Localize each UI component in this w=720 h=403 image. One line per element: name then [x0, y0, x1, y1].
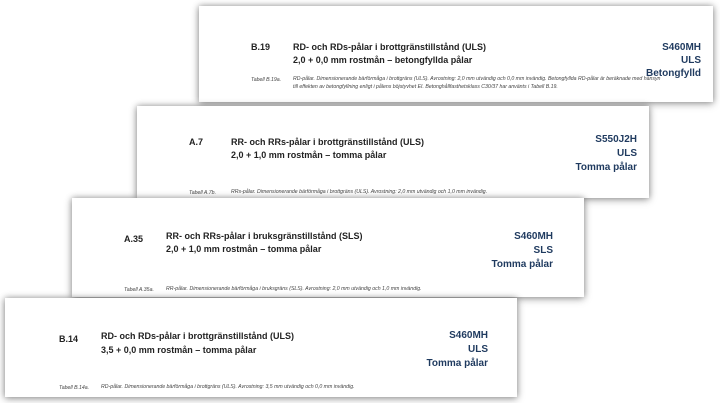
caption-text: RRs-pålar. Dimensionerande bärförmåga i brottgräns (ULS). Avrostning: 2,0 mm utvändig och 1,0 mm invändig.: [231, 189, 488, 195]
caption-id: Tabell A.7b.: [189, 190, 217, 196]
caption-id: Tabell B.14a.: [59, 385, 90, 391]
caption-text: RR-pålar. Dimensionerande bärförmåga i bruksgräns (SLS). Avrostning: 2,0 mm utvändig och 1,0 mm invändig.: [166, 286, 422, 292]
table-card-a35: [72, 198, 584, 297]
table-title: RR- och RRs-pålar i brottgränstillstånd (ULS): [231, 137, 425, 147]
limit-state: ULS: [617, 148, 637, 159]
table-title: RD- och RDs-pålar i brottgränstillstånd (ULS): [293, 42, 487, 52]
table-card-a7: [137, 106, 649, 198]
caption-text: RD-pålar. Dimensionerande bärförmåga i brottgräns (ULS). Avrostning: 2,0 mm utvändig och 0,0 mm invändig. Betongfyllda RD-pålar är beräknade med hänsyn till effekten av betongfyllning enligt i pålens böjstyvhet EI. Betonghållfasthetsklass C30/37 har använts i Tabell B.19.: [293, 76, 661, 90]
table-title: RR- och RRs-pålar i bruksgränstillstånd (SLS): [166, 231, 363, 241]
table-number: B.19: [251, 42, 271, 52]
table-subtitle: 2,0 + 1,0 mm rostmån – tomma pålar: [166, 244, 322, 254]
limit-state: ULS: [468, 344, 488, 355]
caption-id: Tabell B.19a.: [251, 77, 282, 83]
table-code-block: [427, 329, 489, 371]
pile-fill: Tomma pålar: [426, 358, 488, 369]
pile-fill: Tomma pålar: [575, 162, 637, 173]
table-code-block: [576, 133, 638, 175]
table-title: RD- och RDs-pålar i brottgränstillstånd (ULS): [101, 331, 295, 341]
pile-fill: Betongfylld: [646, 68, 701, 79]
table-subtitle: 2,0 + 0,0 mm rostmån – betongfyllda pålar: [293, 55, 473, 65]
steel-grade: S460MH: [514, 231, 553, 242]
steel-grade: S550J2H: [595, 134, 637, 145]
table-card-b19: [199, 6, 713, 102]
table-code-block: [492, 230, 554, 272]
table-card-b14: [5, 298, 517, 397]
steel-grade: S460MH: [662, 42, 701, 53]
caption-text: RD-pålar. Dimensionerande bärförmåga i brottgräns (ULS). Avrostning: 3,5 mm utvändig och 0,0 mm invändig.: [101, 384, 355, 390]
steel-grade: S460MH: [449, 330, 488, 341]
table-subtitle: 2,0 + 1,0 mm rostmån – tomma pålar: [231, 150, 387, 160]
caption-id: Tabell A.35a.: [124, 287, 154, 293]
table-number: A.35: [124, 234, 144, 244]
pile-fill: Tomma pålar: [491, 259, 553, 270]
table-subtitle: 3,5 + 0,0 mm rostmån – tomma pålar: [101, 345, 257, 355]
table-number: B.14: [59, 334, 79, 344]
limit-state: ULS: [681, 55, 701, 66]
table-number: A.7: [189, 137, 204, 147]
limit-state: SLS: [533, 245, 553, 256]
